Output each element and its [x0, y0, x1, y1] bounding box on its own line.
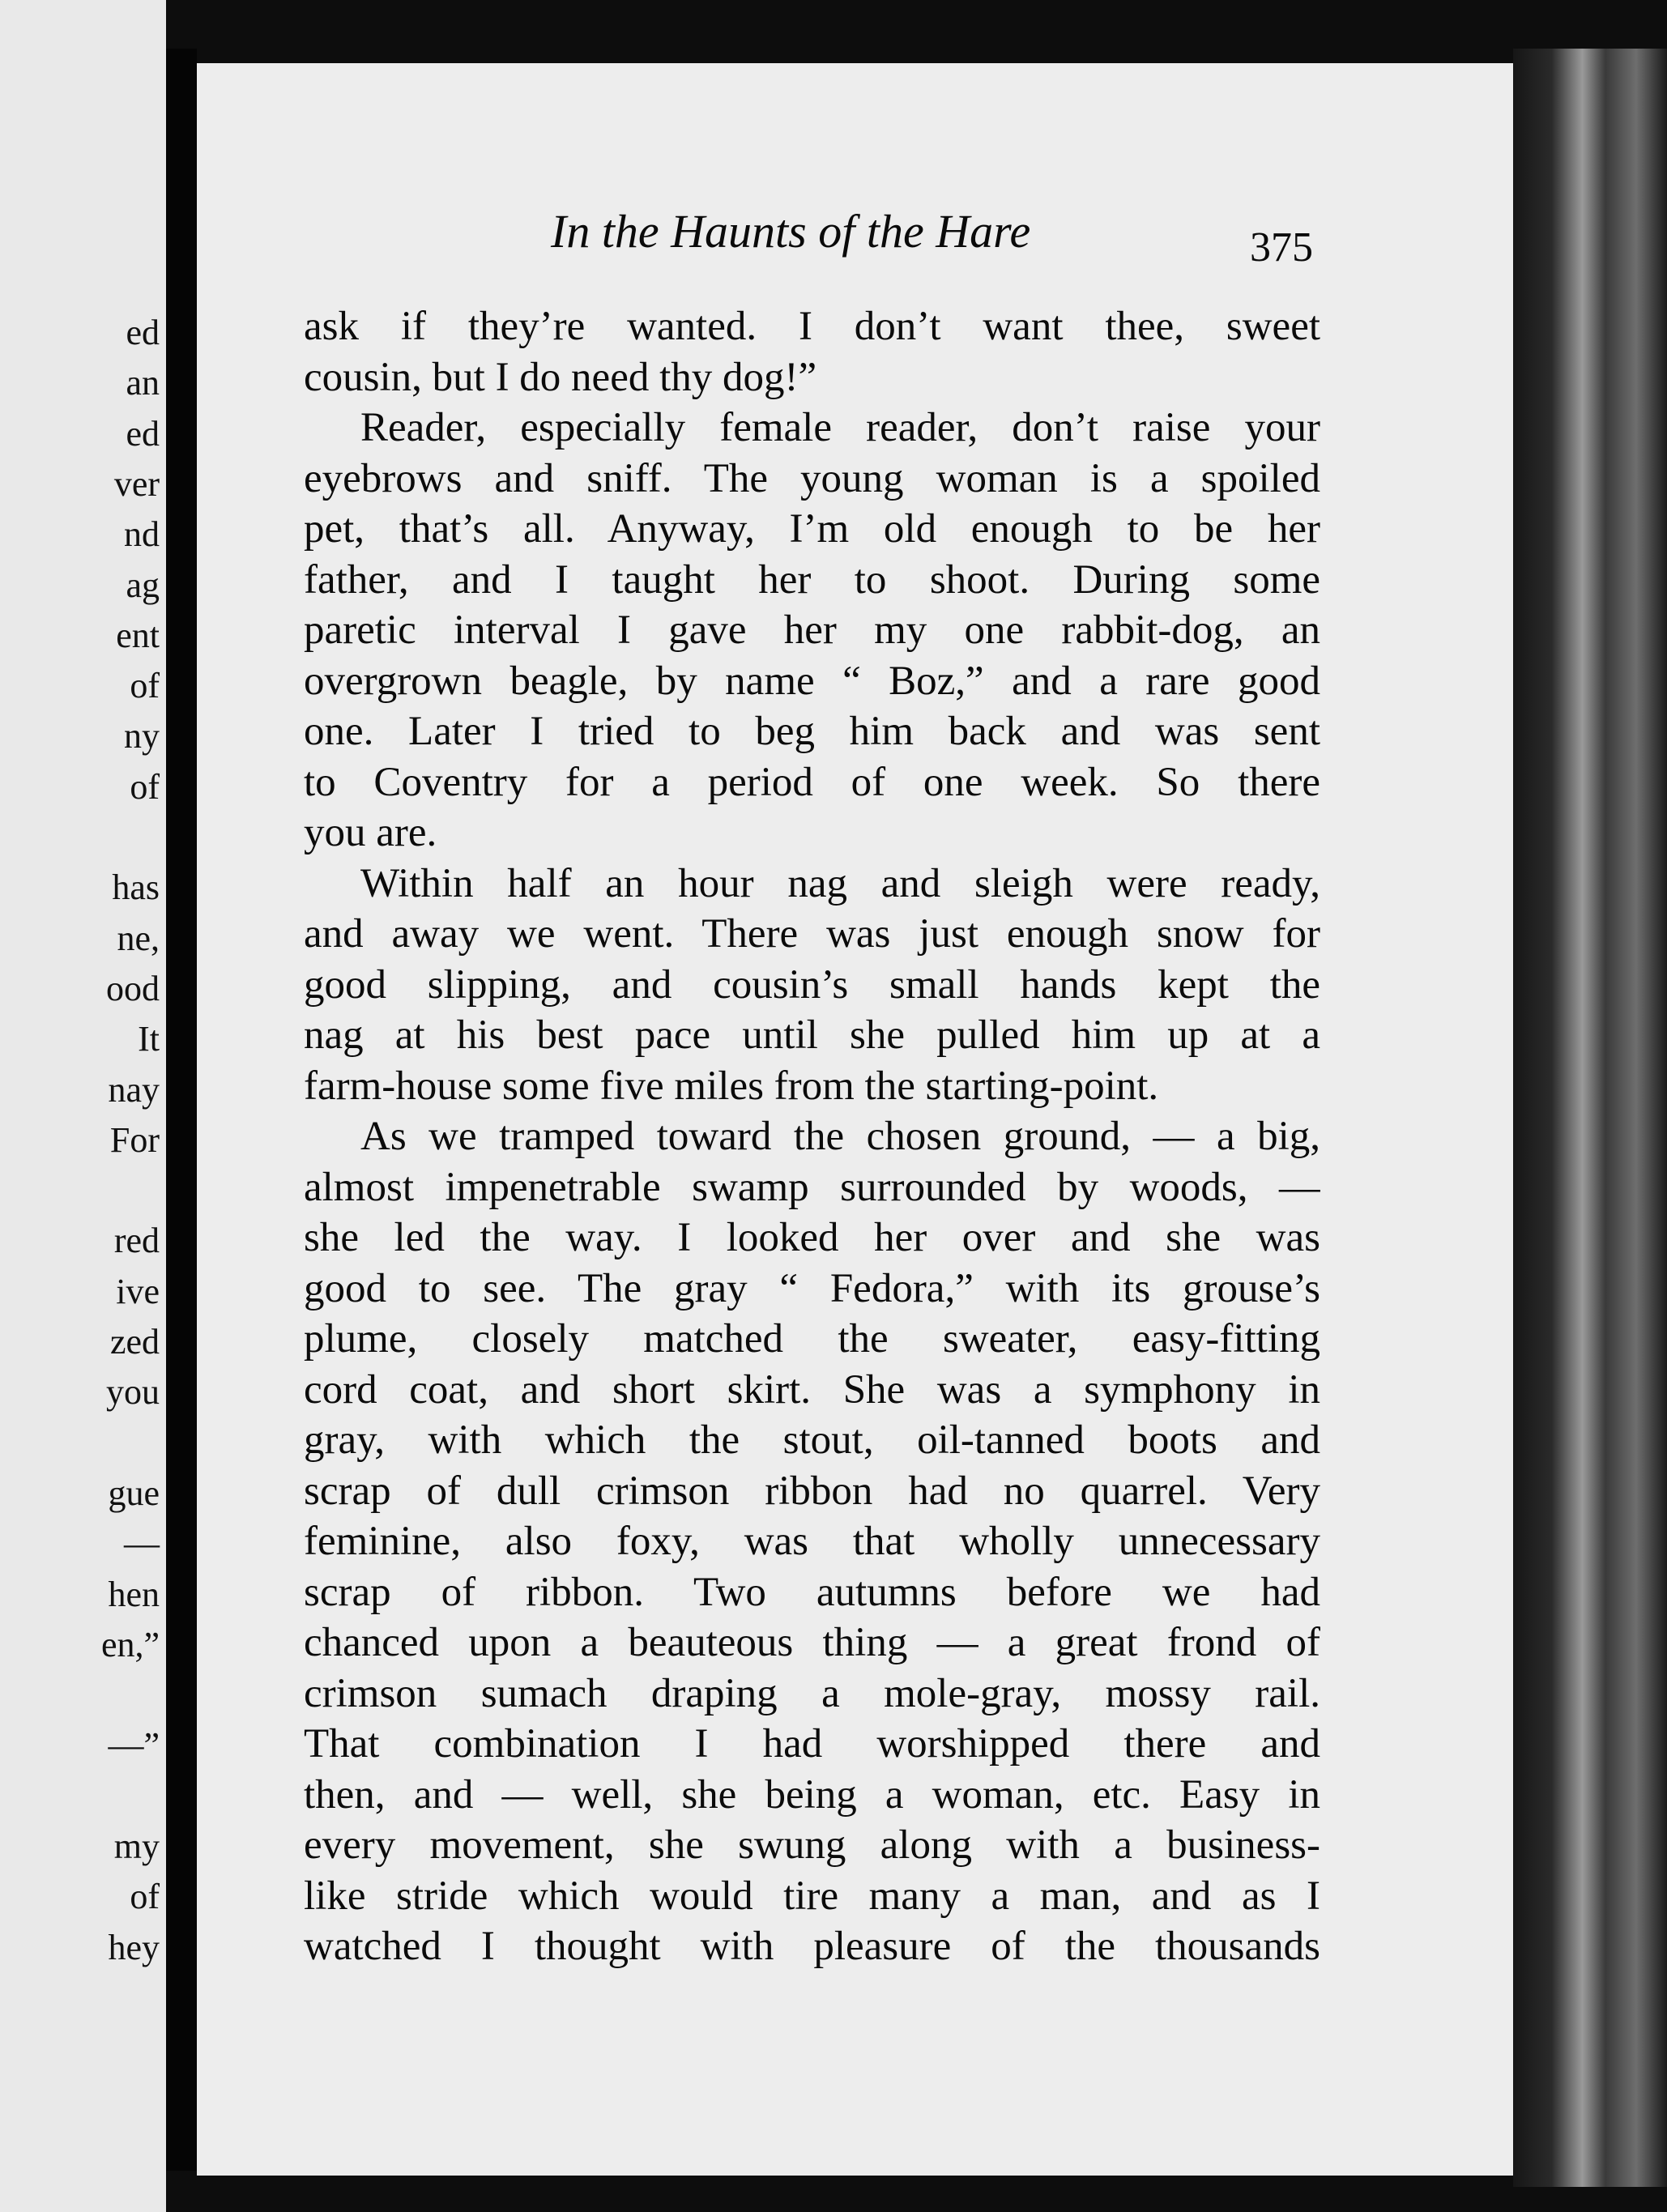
- left-page-fragment: It: [138, 1019, 160, 1059]
- left-spine-shadow: [166, 49, 197, 2171]
- left-page-fragment: —”: [108, 1725, 160, 1765]
- text-line: gray, with which the stout, oil-tanned boots and: [304, 1417, 1320, 1463]
- text-line: good to see. The gray “ Fedora,” with its grouse’s: [304, 1265, 1320, 1311]
- left-page-fragment: zed: [109, 1322, 160, 1362]
- body-text: [304, 301, 1320, 1972]
- left-page-fragment: ood: [106, 969, 160, 1008]
- text-line: good slipping, and cousin’s small hands kept the: [304, 961, 1320, 1008]
- text-line: and away we went. There was just enough snow for: [304, 911, 1320, 957]
- left-page-fragment: of: [130, 1877, 160, 1916]
- left-page-fragment: has: [112, 867, 160, 907]
- text-line: chanced upon a beauteous thing — a great frond of: [304, 1620, 1320, 1665]
- left-page-fragment: you: [106, 1372, 160, 1412]
- text-line: scrap of ribbon. Two autumns before we had: [304, 1569, 1320, 1615]
- text-line: plume, closely matched the sweater, easy-fitting: [304, 1316, 1320, 1362]
- left-page-fragment: red: [113, 1221, 160, 1260]
- text-line: Reader, especially female reader, don’t raise your: [360, 405, 1320, 450]
- text-line: to Coventry for a period of one week. So there: [304, 759, 1320, 805]
- text-line: cousin, but I do need thy dog!”: [304, 354, 817, 400]
- text-line: overgrown beagle, by name “ Boz,” and a rare good: [304, 658, 1320, 704]
- left-page-fragment: hey: [108, 1928, 160, 1967]
- text-line: scrap of dull crimson ribbon had no quarrel. Very: [304, 1468, 1320, 1514]
- left-page-fragment: an: [126, 363, 160, 403]
- left-page-fragment: my: [113, 1826, 160, 1866]
- text-line: pet, that’s all. Anyway, I’m old enough to be her: [304, 506, 1320, 552]
- left-page-fragment: nd: [124, 514, 160, 554]
- right-page-edge: [1513, 49, 1667, 2187]
- left-page-fragment: of: [130, 666, 160, 705]
- left-page-fragment: For: [109, 1120, 160, 1160]
- text-line: almost impenetrable swamp surrounded by woods, —: [304, 1164, 1320, 1210]
- text-line: watched I thought with pleasure of the thousands: [304, 1924, 1320, 1969]
- text-line: Within half an hour nag and sleigh were ready,: [360, 860, 1320, 906]
- left-page-fragment: ag: [126, 565, 160, 605]
- left-page-fragment: ver: [113, 464, 160, 504]
- left-page-fragment: of: [130, 767, 160, 807]
- text-line: feminine, also foxy, was that wholly unnecessary: [304, 1519, 1320, 1564]
- page-number: 375: [1250, 224, 1313, 271]
- text-line: farm-house some five miles from the starting-point.: [304, 1063, 1159, 1109]
- left-page-fragment: nay: [108, 1070, 160, 1110]
- left-page-fragment: ent: [116, 616, 160, 655]
- text-line: like stride which would tire many a man, and as I: [304, 1873, 1320, 1919]
- left-page-fragment: —: [124, 1524, 160, 1563]
- text-line: As we tramped toward the chosen ground, — a big,: [360, 1114, 1320, 1159]
- left-page-fragment: ive: [116, 1272, 160, 1311]
- left-page-fragment: en,”: [100, 1625, 160, 1664]
- left-page-fragment: gue: [108, 1473, 160, 1513]
- left-page-fragment: ny: [124, 716, 160, 756]
- text-line: every movement, she swung along with a business-: [304, 1822, 1320, 1868]
- text-line: she led the way. I looked her over and she was: [304, 1215, 1320, 1260]
- running-head: In the Haunts of the Hare: [551, 205, 1031, 258]
- text-line: father, and I taught her to shoot. During some: [304, 556, 1320, 603]
- text-line: nag at his best pace until she pulled him up at a: [304, 1012, 1320, 1058]
- left-page-fragment: ed: [126, 414, 160, 454]
- text-line: crimson sumach draping a mole-gray, mossy rail.: [304, 1670, 1320, 1716]
- text-line: That combination I had worshipped there and: [304, 1721, 1320, 1767]
- left-page-fragment: ed: [126, 313, 160, 352]
- text-line: you are.: [304, 810, 437, 855]
- text-line: one. Later I tried to beg him back and was sent: [304, 709, 1320, 754]
- text-line: paretic interval I gave her my one rabbit-dog, an: [304, 607, 1320, 653]
- text-line: eyebrows and sniff. The young woman is a spoiled: [304, 455, 1320, 501]
- text-line: cord coat, and short skirt. She was a symphony in: [304, 1366, 1320, 1413]
- left-page-fragment: ne,: [117, 918, 160, 958]
- left-page-fragment: hen: [108, 1575, 160, 1614]
- text-line: then, and — well, she being a woman, etc. Easy in: [304, 1771, 1320, 1818]
- text-line: ask if they’re wanted. I don’t want thee, sweet: [304, 304, 1320, 349]
